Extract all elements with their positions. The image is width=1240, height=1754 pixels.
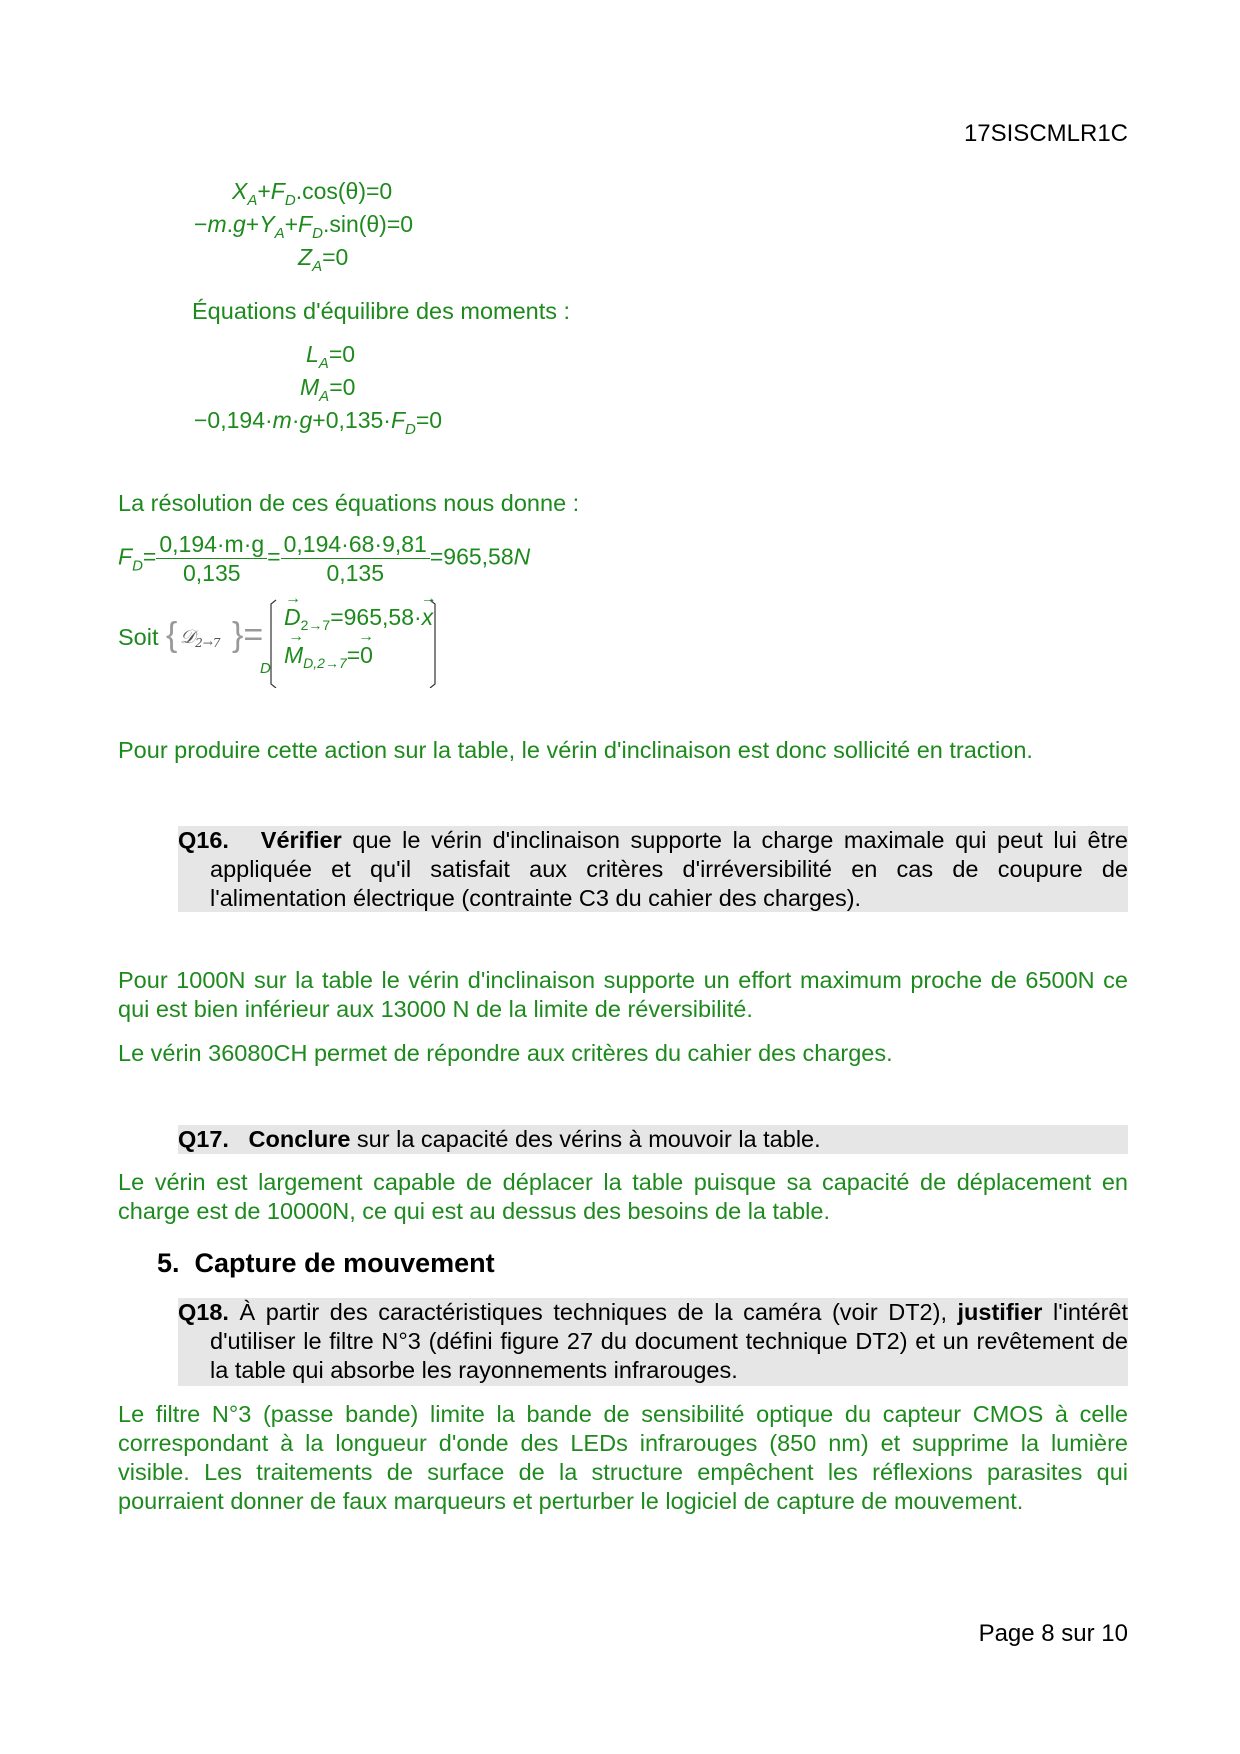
answer-q16-p2: Le vérin 36080CH permet de répondre aux critères du cahier des charges. <box>118 1040 893 1066</box>
equation-moment-l: $L_A=0$ <box>306 341 356 372</box>
fd-unit: N <box>513 543 531 570</box>
question-q18 <box>178 1298 1128 1386</box>
torseur <box>118 590 478 688</box>
question-q16 <box>178 826 1128 912</box>
fd-num1: 0,194·m·g <box>156 530 267 559</box>
document-code: 17SISCMLR1C <box>963 120 1128 147</box>
q18-text-b: l'intérêt d'utiliser le filtre N°3 (défini figure 27 du document technique DT2) et un revêtement de la table qui absorbe les rayonnements infrarouges. <box>210 1299 1128 1383</box>
fd-equation: $F_D=$ $\frac{0,194\cdot m\cdot g}{0,135}$ = $\frac{0,194\cdot 68\cdot 9,81}{0,135}$ =965,58N <box>118 531 531 586</box>
fd-lhs-sub: D <box>132 557 143 575</box>
q17-verb: Conclure <box>248 1126 351 1152</box>
section-5-heading: 5. Capture de mouvement <box>157 1248 495 1278</box>
answer-q16-p1: Pour 1000N sur la table le vérin d'inclinaison supporte un effort maximum proche de 6500N ce qui est bien inférieur aux 13000 N de la limite de réversibilité. <box>118 967 1128 1022</box>
conclusion-traction: Pour produire cette action sur la table, le vérin d'inclinaison est donc sollicité en traction. <box>118 737 1033 763</box>
fd-lhs: F <box>118 543 133 570</box>
q17-text: sur la capacité des vérins à mouvoir la table. <box>350 1126 821 1152</box>
torseur-name: 𝒟$_{2\to 7}$ <box>180 626 221 650</box>
question-q17 <box>178 1125 1128 1154</box>
q18-verb: justifier <box>957 1299 1043 1325</box>
equation-moment-n: $-0,194\cdot m\cdot g+0,135\cdot F_D=0$ <box>194 407 443 438</box>
fd-den2: 0,135 <box>326 560 384 586</box>
q18-text-a: À partir des caractéristiques techniques de la caméra (voir DT2), <box>228 1299 958 1325</box>
answer-q18: Le filtre N°3 (passe bande) limite la bande de sensibilité optique du capteur CMOS à celle correspondant à la longueur d'onde des LEDs infrarouges (850 nm) et supprime la lumière visible. Les traitements de surface de la structure empêchent les réflexions parasites qui pourraient donner de faux marqueurs et perturber le logiciel de capture de mouvement. <box>118 1401 1128 1514</box>
fd-den1: 0,135 <box>182 560 241 586</box>
torseur-brace-right: }= <box>232 616 264 654</box>
q16-text: que le vérin d'inclinaison supporte la charge maximale qui peut lui être appliquée et qu'il satisfait aux critères d'irréversibilité en cas de coupure de l'alimentation électrique (contrainte C3 du cahier des charges). <box>210 827 1128 911</box>
page-number: Page 8 sur 10 <box>978 1620 1128 1647</box>
torseur-row2: M → $_{D,2\to 7}$=0 → <box>284 628 374 671</box>
equation-force-z: $Z_A=0$ <box>298 244 349 275</box>
fd-num2: 0,194·68·9,81 <box>281 530 430 559</box>
q17-label: Q17. <box>178 1126 229 1152</box>
fd-result: =965,58 <box>429 543 514 570</box>
q16-label: Q16. <box>178 827 229 853</box>
torseur-soit: Soit <box>118 624 159 650</box>
torseur-row1: D → $_{2\to 7}$=965,58·x → <box>284 590 437 633</box>
moments-title: Équations d'équilibre des moments : <box>192 298 571 324</box>
torseur-brace-left: { <box>166 616 178 654</box>
resolution-intro: La résolution de ces équations nous donne : <box>118 490 580 516</box>
equation-force-x: $X_A+F_D.\cos(\theta)=0$ <box>232 178 393 209</box>
q18-label: Q18. <box>178 1299 229 1325</box>
equation-moment-m: $M_A=0$ <box>300 374 356 405</box>
torseur-point: D <box>260 660 271 677</box>
q16-verb: Vérifier <box>260 827 342 853</box>
answer-q17: Le vérin est largement capable de déplacer la table puisque sa capacité de déplacement en charge est de 10000N, ce qui est au dessus des besoins de la table. <box>118 1169 1128 1224</box>
equation-force-y: $-m.g+Y_A+F_D.\sin(\theta)=0$ <box>194 211 414 242</box>
